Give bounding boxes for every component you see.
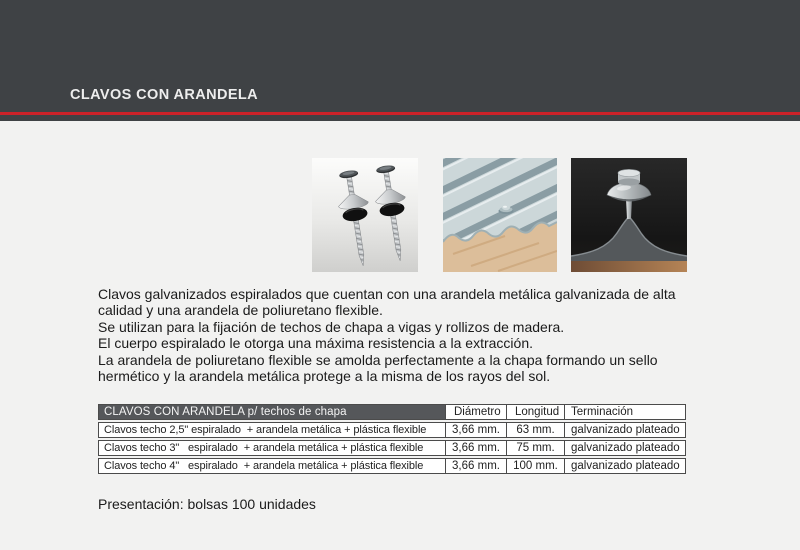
cell-product: Clavos techo 3" espiralado + arandela metálica + plástica flexible: [104, 442, 424, 454]
description-line: Clavos galvanizados espiralados que cuentan con una arandela metálica galvanizada de alta calidad y una arandela de poliuretano flexible.: [98, 286, 676, 319]
cell-diameter: 3,66 mm.: [445, 441, 506, 455]
table-row: [98, 440, 686, 456]
photo-detalle-clavo: [571, 158, 687, 272]
cell-diameter: 3,66 mm.: [445, 459, 506, 473]
column-header-length: Longitud: [506, 405, 564, 419]
product-photos-row: [0, 158, 800, 272]
table-row: [98, 458, 686, 474]
presentation-note: Presentación: bolsas 100 unidades: [98, 496, 316, 512]
cell-length: 63 mm.: [506, 423, 564, 437]
column-header-finish: Terminación: [564, 405, 685, 419]
column-header-diameter: Diámetro: [445, 405, 506, 419]
dark-accent-rule: [0, 115, 800, 121]
spec-table: [98, 404, 686, 474]
cell-finish: galvanizado plateado: [564, 423, 685, 437]
cell-finish: galvanizado plateado: [564, 441, 685, 455]
cell-product: Clavos techo 4" espiralado + arandela metálica + plástica flexible: [104, 460, 424, 472]
spec-table-header-row: [98, 404, 686, 420]
description-line: Se utilizan para la fijación de techos de chapa a vigas y rollizos de madera.: [98, 318, 565, 335]
cell-finish: galvanizado plateado: [564, 459, 685, 473]
cell-length: 100 mm.: [506, 459, 564, 473]
cell-diameter: 3,66 mm.: [445, 423, 506, 437]
cell-product: Clavos techo 2,5" espiralado + arandela metálica + plástica flexible: [104, 424, 427, 436]
page-title: CLAVOS CON ARANDELA: [70, 87, 259, 103]
photo-clavos-espiralados: [312, 158, 418, 272]
photo-clavo-en-chapa: [443, 158, 557, 272]
cell-length: 75 mm.: [506, 441, 564, 455]
description-line: El cuerpo espiralado le otorga una máxima resistencia a la extracción.: [98, 335, 534, 352]
description-line: La arandela de poliuretano flexible se amolda perfectamente a la chapa formando un sello hermético y la arandela metálica protege a la misma de los rayos del sol.: [98, 351, 658, 385]
column-header-product: CLAVOS CON ARANDELA p/ techos de chapa: [99, 405, 445, 419]
product-description: [98, 286, 698, 384]
table-row: [98, 422, 686, 438]
header-bar: [0, 0, 800, 112]
